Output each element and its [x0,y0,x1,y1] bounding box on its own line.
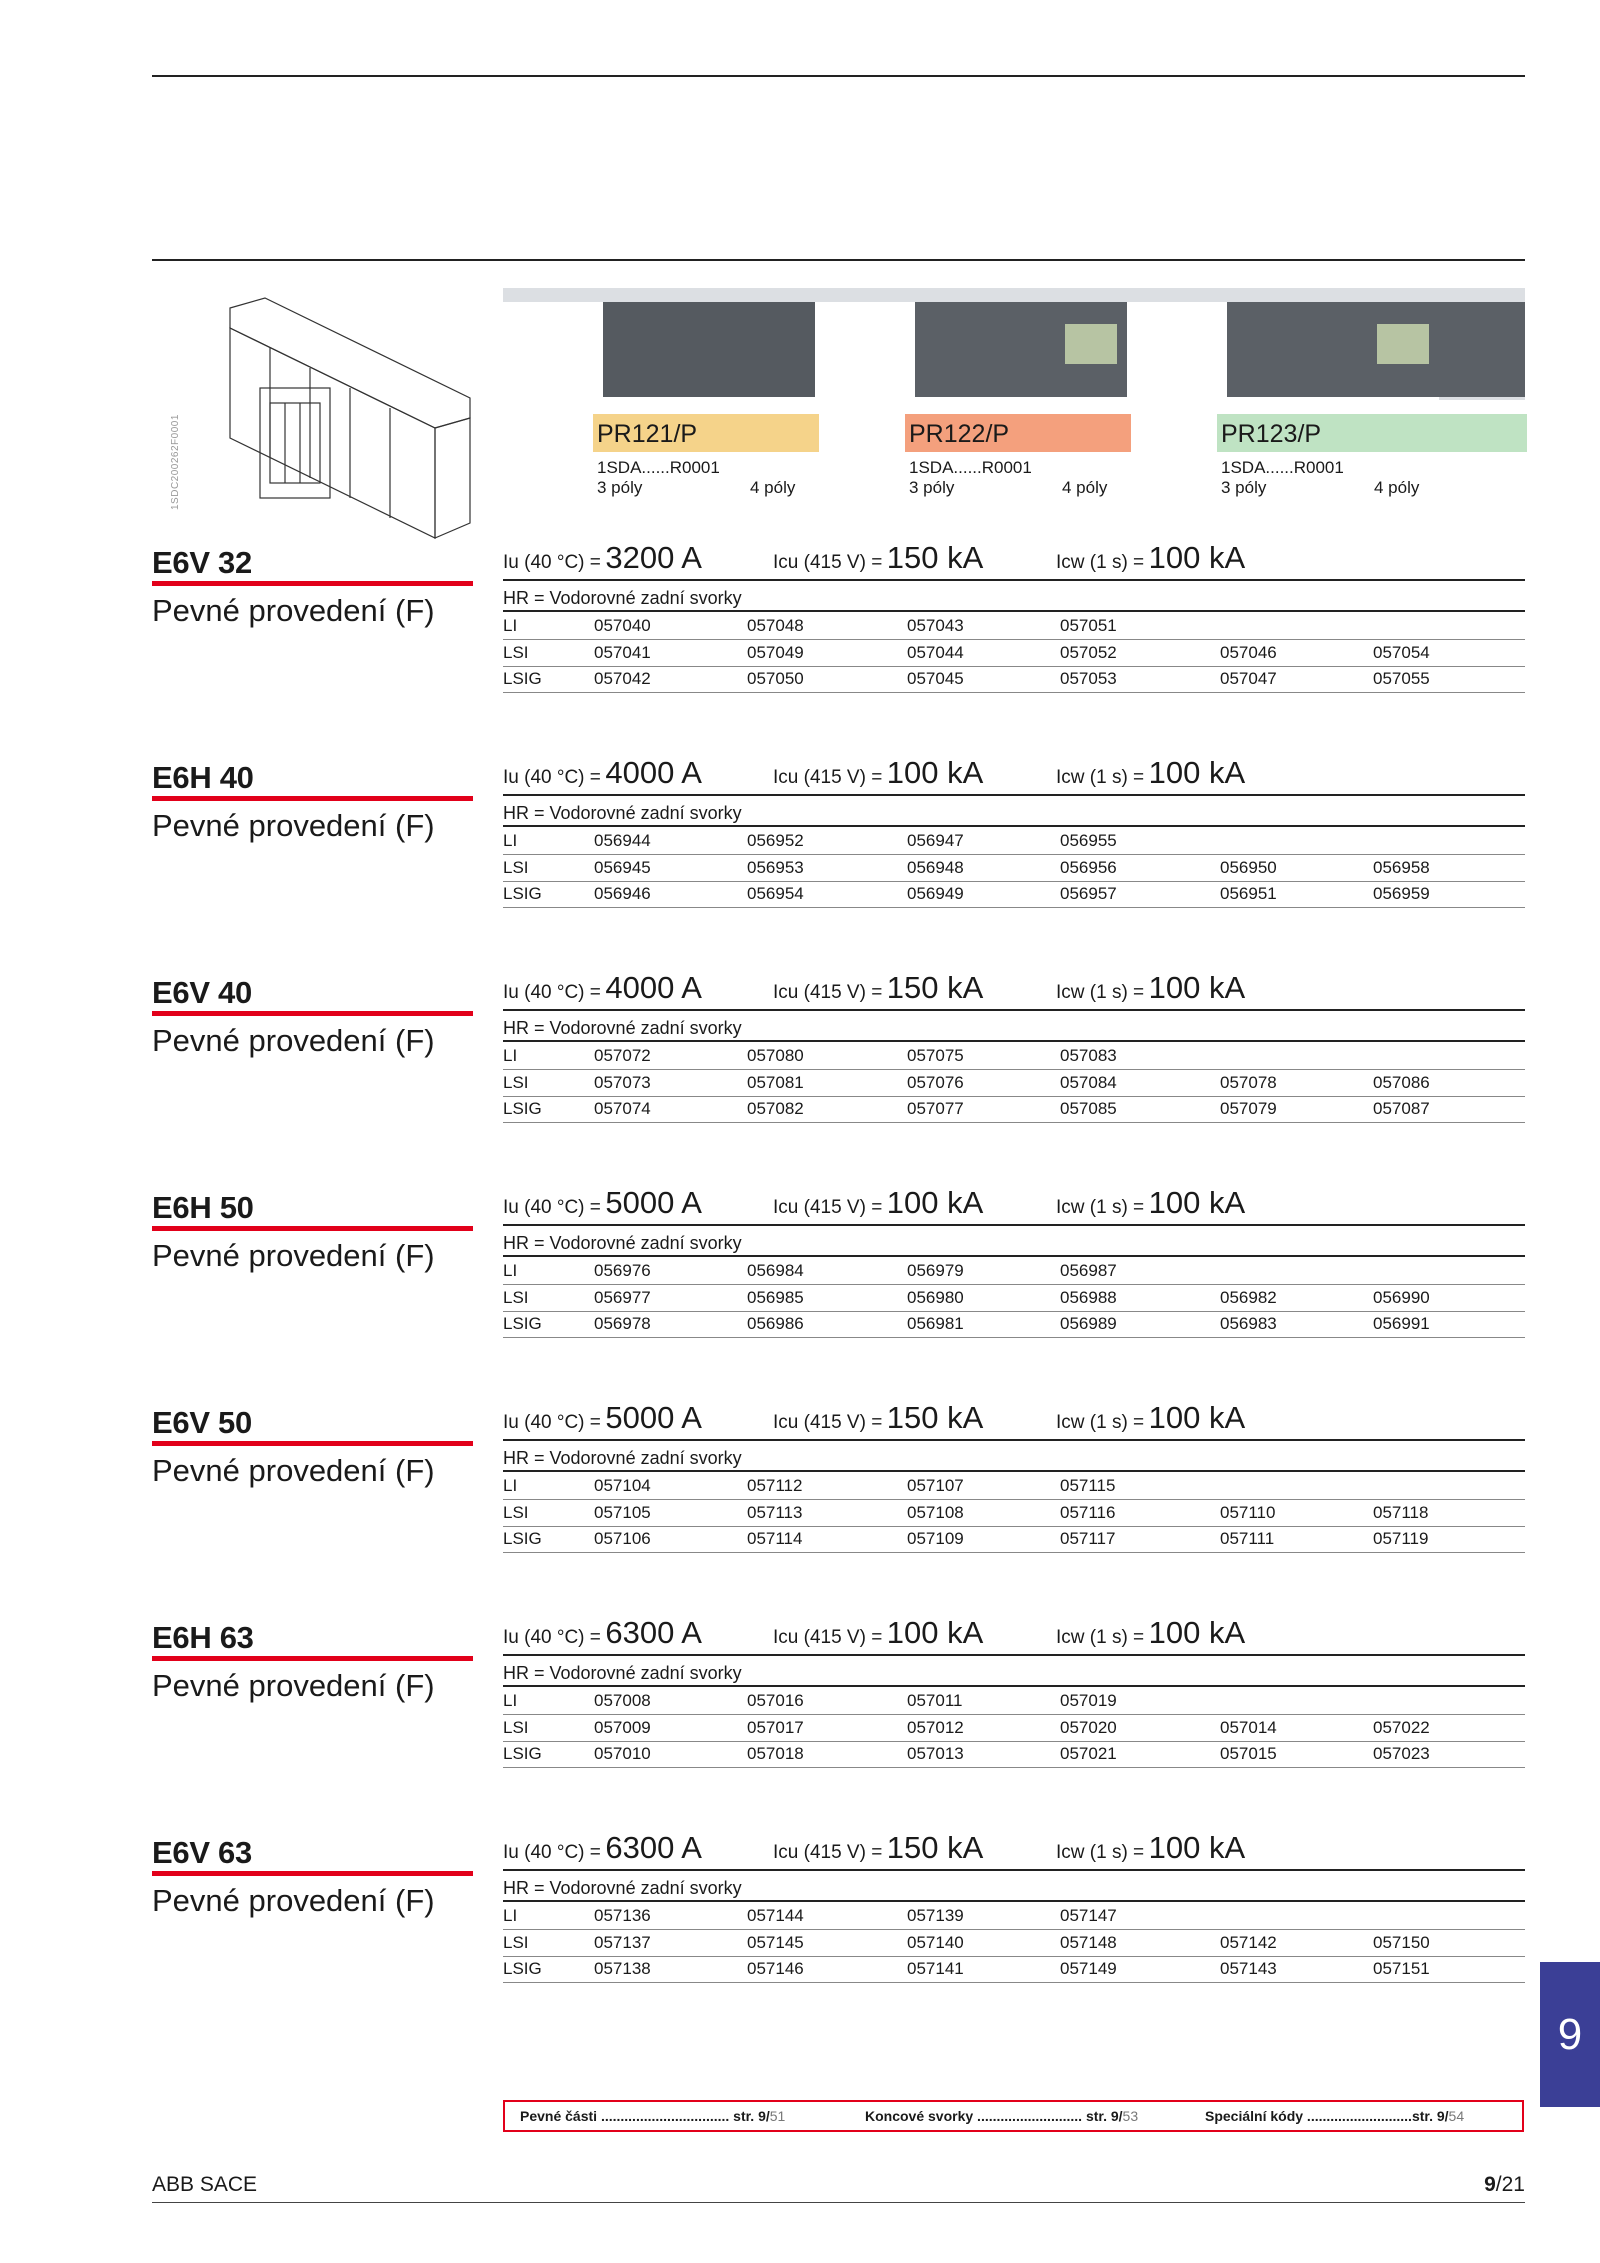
order-code: 057142 [1220,1932,1277,1952]
breaker-drawing [190,288,490,548]
order-code: 057050 [747,669,804,688]
table-header-rule [503,1685,1525,1687]
spec-rule [503,1224,1525,1226]
order-code: 056944 [594,831,651,850]
rated-current: Iu (40 °C) = 4000 A [503,970,702,1005]
version-label: Pevné provedení (F) [152,1238,435,1273]
reference-fixed-parts[interactable]: Pevné části ................................. str. 9/51 [520,2108,786,2124]
ratings [503,1185,1525,1221]
order-code: 057109 [907,1529,964,1548]
spec-rule [503,1869,1525,1871]
order-code: 057051 [1060,616,1117,635]
order-code: 057040 [594,616,651,635]
version-label: Pevné provedení (F) [152,808,435,843]
order-code: 056984 [747,1261,804,1280]
order-code: 057075 [907,1046,964,1065]
protection-type: LSIG [503,1314,542,1333]
order-code: 057054 [1373,642,1430,662]
terminals-label: HR = Vodorovné zadní svorky [503,1233,742,1253]
model-name: E6H 63 [152,1620,254,1655]
order-code: 057072 [594,1046,651,1065]
order-code: 057149 [1060,1959,1117,1978]
order-code: 057085 [1060,1099,1117,1118]
order-code: 057078 [1220,1072,1277,1092]
order-code: 057041 [594,642,651,662]
order-code: 057021 [1060,1744,1117,1763]
order-code: 057079 [1220,1099,1277,1118]
breaking-capacity: Icu (415 V) = 100 kA [773,1185,984,1220]
order-code: 056952 [747,831,804,850]
protection-type: LSIG [503,1744,542,1763]
order-code: 057141 [907,1959,964,1978]
order-code: 057110 [1220,1502,1276,1522]
order-code: 056955 [1060,831,1117,850]
order-code: 056980 [907,1287,964,1307]
order-code: 057012 [907,1717,964,1737]
order-code: 057139 [907,1906,964,1925]
short-time-withstand: Icw (1 s) = 100 kA [1056,1830,1246,1865]
trip-unit-image [503,302,815,414]
model-name: E6V 40 [152,975,252,1010]
protection-type: LSI [503,857,529,877]
pole-labels [593,478,815,498]
order-code: 057008 [594,1691,651,1710]
terminals-label: HR = Vodorovné zadní svorky [503,588,742,608]
order-code: 056986 [747,1314,804,1333]
image-code: 1SDC200262F0001 [170,414,181,510]
protection-type: LI [503,1906,518,1925]
order-code: 057118 [1373,1502,1429,1522]
protection-type: LSI [503,1287,529,1307]
order-code: 056990 [1373,1287,1430,1307]
version-label: Pevné provedení (F) [152,1883,435,1918]
breaking-capacity: Icu (415 V) = 100 kA [773,1615,984,1650]
protection-type: LI [503,1261,518,1280]
order-code: 056979 [907,1261,964,1280]
protection-type: LI [503,1691,518,1710]
order-code: 057019 [1060,1691,1117,1710]
order-code: 057077 [907,1099,964,1118]
order-code: 056988 [1060,1287,1117,1307]
protection-type: LI [503,831,518,850]
terminals-label: HR = Vodorovné zadní svorky [503,1448,742,1468]
order-code: 057140 [907,1932,964,1952]
table-header-rule [503,610,1525,612]
rated-current: Iu (40 °C) = 6300 A [503,1615,702,1650]
spec-rule [503,1439,1525,1441]
protection-type: LSIG [503,669,542,688]
order-code: 057076 [907,1072,964,1092]
version-label: Pevné provedení (F) [152,1453,435,1488]
model-underline [152,581,473,586]
order-code: 057023 [1373,1744,1430,1763]
order-code: 056982 [1220,1287,1277,1307]
short-time-withstand: Icw (1 s) = 100 kA [1056,1185,1246,1220]
order-code: 057084 [1060,1072,1117,1092]
version-label: Pevné provedení (F) [152,1668,435,1703]
ratings [503,1400,1525,1436]
table-row [503,1285,1525,1312]
terminals-label: HR = Vodorovné zadní svorky [503,1663,742,1683]
order-code: 056977 [594,1287,651,1307]
order-code: 057143 [1220,1959,1277,1978]
trip-unit-name: PR122/P [905,414,1131,452]
trip-unit-pr123 [1127,288,1439,498]
terminals-label: HR = Vodorovné zadní svorky [503,1878,742,1898]
footer-company: ABB SACE [152,2173,258,2196]
order-code: 057148 [1060,1932,1117,1952]
order-code: 057147 [1060,1906,1117,1925]
order-code: 057116 [1060,1502,1116,1522]
model-name: E6H 50 [152,1190,254,1225]
order-code: 057016 [747,1691,804,1710]
trip-unit-image [1127,302,1439,414]
table-row [503,1043,1525,1070]
table-row [503,1070,1525,1097]
model-underline [152,1441,473,1446]
breaking-capacity: Icu (415 V) = 150 kA [773,1400,984,1435]
ratings [503,970,1525,1006]
order-code: 056958 [1373,857,1430,877]
table-header-rule [503,1900,1525,1902]
order-code: 056976 [594,1261,651,1280]
order-code: 057137 [594,1932,651,1952]
trip-unit-name: PR121/P [593,414,819,452]
protection-type: LSIG [503,1959,542,1978]
protection-type: LSI [503,1932,529,1952]
terminals-label: HR = Vodorovné zadní svorky [503,1018,742,1038]
order-code: 056959 [1373,884,1430,903]
order-code-prefix: 1SDA......R0001 [909,458,1032,477]
pole-labels [905,478,1127,498]
order-code: 056956 [1060,857,1117,877]
short-time-withstand: Icw (1 s) = 100 kA [1056,1400,1246,1435]
table-row [503,1473,1525,1500]
section-tab: 9 [1540,1962,1600,2107]
short-time-withstand: Icw (1 s) = 100 kA [1056,1615,1246,1650]
protection-type: LI [503,616,518,635]
protection-type: LSIG [503,1529,542,1548]
order-code: 057013 [907,1744,964,1763]
order-code: 056954 [747,884,804,903]
order-code: 057086 [1373,1072,1430,1092]
order-code: 057055 [1373,669,1430,688]
trip-unit-pr122 [815,288,1127,498]
table-row [503,828,1525,855]
table-row [503,1715,1525,1742]
order-code: 056987 [1060,1261,1117,1280]
order-code: 057046 [1220,642,1277,662]
order-code: 056949 [907,884,964,903]
order-code: 057114 [747,1529,803,1548]
order-code: 057107 [907,1476,964,1495]
table-row [503,1903,1525,1930]
order-code: 056991 [1373,1314,1430,1333]
protection-type: LSIG [503,1099,542,1118]
order-code: 057049 [747,642,804,662]
order-code: 057083 [1060,1046,1117,1065]
order-code: 057015 [1220,1744,1277,1763]
table-row [503,1741,1525,1768]
trip-unit-pr121 [503,288,815,498]
order-code: 057014 [1220,1717,1277,1737]
ratings [503,1830,1525,1866]
table-row [503,1500,1525,1527]
table-row [503,855,1525,882]
order-code: 057044 [907,642,964,662]
rated-current: Iu (40 °C) = 5000 A [503,1185,702,1220]
table-row [503,613,1525,640]
order-code: 057053 [1060,669,1117,688]
model-underline [152,1656,473,1661]
protection-type: LI [503,1046,518,1065]
model-name: E6H 40 [152,760,254,795]
order-code: 057082 [747,1099,804,1118]
poles-4-label: 4 póly [750,478,796,497]
protection-type: LSI [503,1502,529,1522]
order-code: 057048 [747,616,804,635]
order-code: 057018 [747,1744,804,1763]
spec-rule [503,1654,1525,1656]
spec-rule [503,1009,1525,1011]
order-code: 057074 [594,1099,651,1118]
ratings [503,755,1525,791]
order-code: 057115 [1060,1476,1116,1495]
order-code: 056981 [907,1314,964,1333]
order-code: 056978 [594,1314,651,1333]
order-code: 057081 [747,1072,804,1092]
breaking-capacity: Icu (415 V) = 150 kA [773,1830,984,1865]
terminals-label: HR = Vodorovné zadní svorky [503,803,742,823]
protection-type: LSI [503,1072,529,1092]
order-code: 057136 [594,1906,651,1925]
order-code: 057052 [1060,642,1117,662]
order-code: 056983 [1220,1314,1277,1333]
trip-unit-name: PR123/P [1217,414,1527,452]
rated-current: Iu (40 °C) = 3200 A [503,540,702,575]
table-row [503,1311,1525,1338]
order-code: 057022 [1373,1717,1430,1737]
table-header-rule [503,1470,1525,1472]
order-code: 056989 [1060,1314,1117,1333]
order-code: 056950 [1220,857,1277,877]
protection-type: LSI [503,642,529,662]
rated-current: Iu (40 °C) = 6300 A [503,1830,702,1865]
order-code: 057087 [1373,1099,1430,1118]
breaking-capacity: Icu (415 V) = 150 kA [773,970,984,1005]
order-code: 057080 [747,1046,804,1065]
order-code: 056948 [907,857,964,877]
order-code: 056957 [1060,884,1117,903]
version-label: Pevné provedení (F) [152,1023,435,1058]
version-label: Pevné provedení (F) [152,593,435,628]
order-code: 057151 [1373,1959,1430,1978]
top-rule [152,75,1525,77]
trip-unit-image [815,302,1127,414]
model-underline [152,1871,473,1876]
poles-3-label: 3 póly [1221,478,1267,497]
order-code: 056947 [907,831,964,850]
order-code: 057146 [747,1959,804,1978]
order-code: 057045 [907,669,964,688]
order-code: 057009 [594,1717,651,1737]
order-code: 056945 [594,857,651,877]
ratings [503,1615,1525,1651]
pole-labels [1217,478,1439,498]
table-row [503,1526,1525,1553]
reference-box [503,2100,1524,2132]
order-code: 057047 [1220,669,1277,688]
spec-rule [503,579,1525,581]
order-code: 057144 [747,1906,804,1925]
table-row [503,1258,1525,1285]
model-underline [152,796,473,801]
order-code: 057112 [747,1476,803,1495]
spec-rule [503,794,1525,796]
footer-rule [152,2202,1525,2203]
short-time-withstand: Icw (1 s) = 100 kA [1056,755,1246,790]
table-header-rule [503,1040,1525,1042]
model-name: E6V 32 [152,545,252,580]
table-header-rule [503,825,1525,827]
order-code: 057105 [594,1502,651,1522]
header-rule [152,259,1525,261]
rated-current: Iu (40 °C) = 4000 A [503,755,702,790]
order-code: 057111 [1220,1529,1275,1548]
order-code: 057108 [907,1502,964,1522]
short-time-withstand: Icw (1 s) = 100 kA [1056,540,1246,575]
order-code: 057042 [594,669,651,688]
order-code: 057106 [594,1529,651,1548]
order-code: 057145 [747,1932,804,1952]
table-row [503,666,1525,693]
order-code: 057073 [594,1072,651,1092]
poles-4-label: 4 póly [1374,478,1420,497]
protection-type: LSI [503,1717,529,1737]
order-code-prefix: 1SDA......R0001 [597,458,720,477]
breaking-capacity: Icu (415 V) = 100 kA [773,755,984,790]
order-code: 057010 [594,1744,651,1763]
order-code: 057113 [747,1502,803,1522]
table-row [503,640,1525,667]
order-code: 057138 [594,1959,651,1978]
table-row [503,881,1525,908]
order-code: 056946 [594,884,651,903]
model-name: E6V 50 [152,1405,252,1440]
order-code: 057150 [1373,1932,1430,1952]
order-code: 057011 [907,1691,963,1710]
model-underline [152,1011,473,1016]
poles-3-label: 3 póly [909,478,955,497]
short-time-withstand: Icw (1 s) = 100 kA [1056,970,1246,1005]
order-code: 057117 [1060,1529,1116,1548]
poles-3-label: 3 póly [597,478,643,497]
table-row [503,1956,1525,1983]
table-header-rule [503,1255,1525,1257]
order-code: 057104 [594,1476,651,1495]
table-row [503,1930,1525,1957]
order-code: 056953 [747,857,804,877]
order-code: 057017 [747,1717,804,1737]
reference-terminals[interactable]: Koncové svorky ........................... str. 9/53 [865,2108,1139,2124]
order-code-prefix: 1SDA......R0001 [1221,458,1344,477]
order-code: 057119 [1373,1529,1429,1548]
order-code: 057020 [1060,1717,1117,1737]
breaking-capacity: Icu (415 V) = 150 kA [773,540,984,575]
model-name: E6V 63 [152,1835,252,1870]
table-row [503,1688,1525,1715]
protection-type: LSIG [503,884,542,903]
poles-4-label: 4 póly [1062,478,1108,497]
order-code: 057043 [907,616,964,635]
table-row [503,1096,1525,1123]
ratings [503,540,1525,576]
order-code: 056951 [1220,884,1277,903]
model-underline [152,1226,473,1231]
rated-current: Iu (40 °C) = 5000 A [503,1400,702,1435]
order-code: 056985 [747,1287,804,1307]
footer-page-number: 9/21 [1484,2173,1525,2196]
protection-type: LI [503,1476,518,1495]
reference-special-codes[interactable]: Speciální kódy ...........................str. 9/54 [1205,2108,1465,2124]
